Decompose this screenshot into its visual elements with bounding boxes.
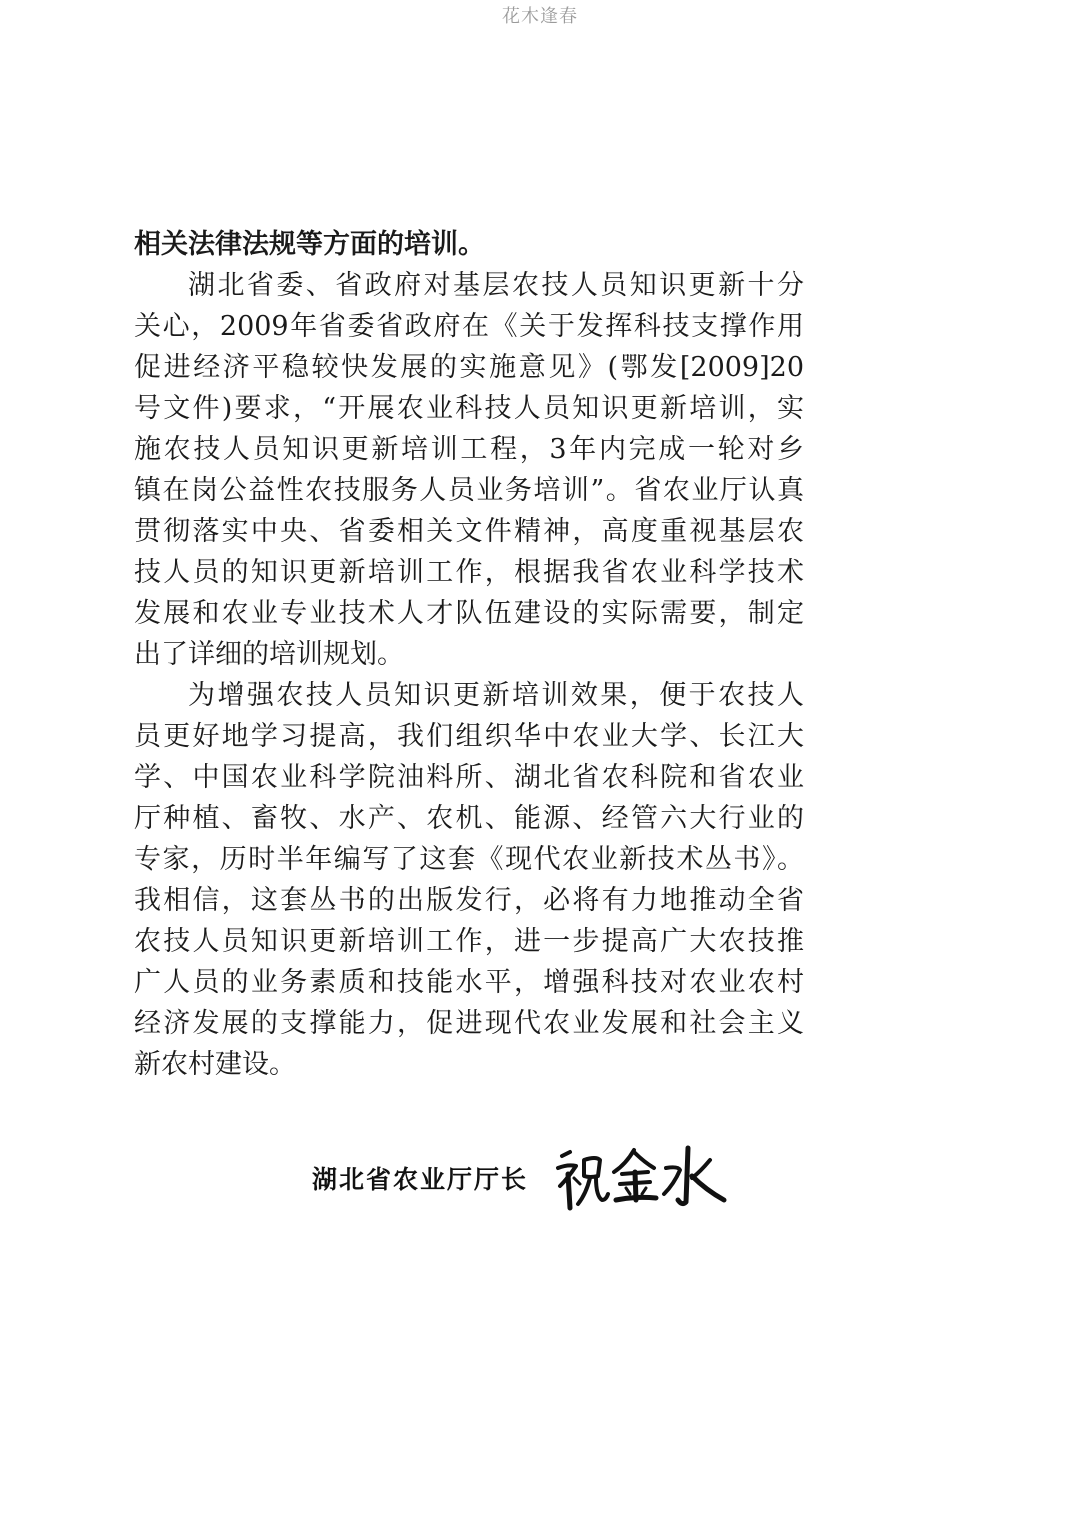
watermark: 花木逢春: [502, 6, 578, 27]
text-line: 农技人员知识更新培训工作，进一步提高广大农技推: [134, 926, 804, 957]
text-line: 相关法律法规等方面的培训。: [134, 229, 485, 260]
text-line: 湖北省委、省政府对基层农技人员知识更新十分: [188, 270, 804, 301]
handwritten-signature: [550, 1138, 730, 1218]
text-line: 号文件)要求，“开展农业科技人员知识更新培训，实: [134, 393, 804, 424]
text-line: 促进经济平稳较快发展的实施意见》(鄂发[2009]20: [134, 352, 804, 383]
text-line: 我相信，这套丛书的出版发行，必将有力地推动全省: [134, 885, 804, 916]
text-line: 技人员的知识更新培训工作，根据我省农业科学技术: [134, 557, 804, 588]
signoff-title: 湖北省农业厅厅长: [312, 1165, 529, 1194]
text-line: 镇在岗公益性农技服务人员业务培训”。省农业厅认真: [134, 475, 804, 506]
signoff: [312, 1138, 730, 1218]
text-line: 新农村建设。: [134, 1049, 296, 1080]
text-line: 广人员的业务素质和技能水平，增强科技对农业农村: [134, 967, 804, 998]
page-body: [134, 224, 804, 1085]
text-line: 发展和农业专业技术人才队伍建设的实际需要，制定: [134, 598, 804, 629]
text-line: 施农技人员知识更新培训工程，3年内完成一轮对乡: [134, 434, 804, 465]
text-line: 专家，历时半年编写了这套《现代农业新技术丛书》。: [134, 844, 804, 875]
text-line: 出了详细的培训规划。: [134, 639, 404, 670]
text-line: 为增强农技人员知识更新培训效果，便于农技人: [188, 680, 804, 711]
text-line: 贯彻落实中央、省委相关文件精神，高度重视基层农: [134, 516, 804, 547]
text-line: 经济发展的支撑能力，促进现代农业发展和社会主义: [134, 1008, 804, 1039]
text-line: 关心，2009年省委省政府在《关于发挥科技支撑作用: [134, 311, 804, 342]
text-line: 员更好地学习提高，我们组织华中农业大学、长江大: [134, 721, 804, 752]
text-line: 厅种植、畜牧、水产、农机、能源、经管六大行业的: [134, 803, 804, 834]
text-line: 学、中国农业科学院油料所、湖北省农科院和省农业: [134, 762, 804, 793]
